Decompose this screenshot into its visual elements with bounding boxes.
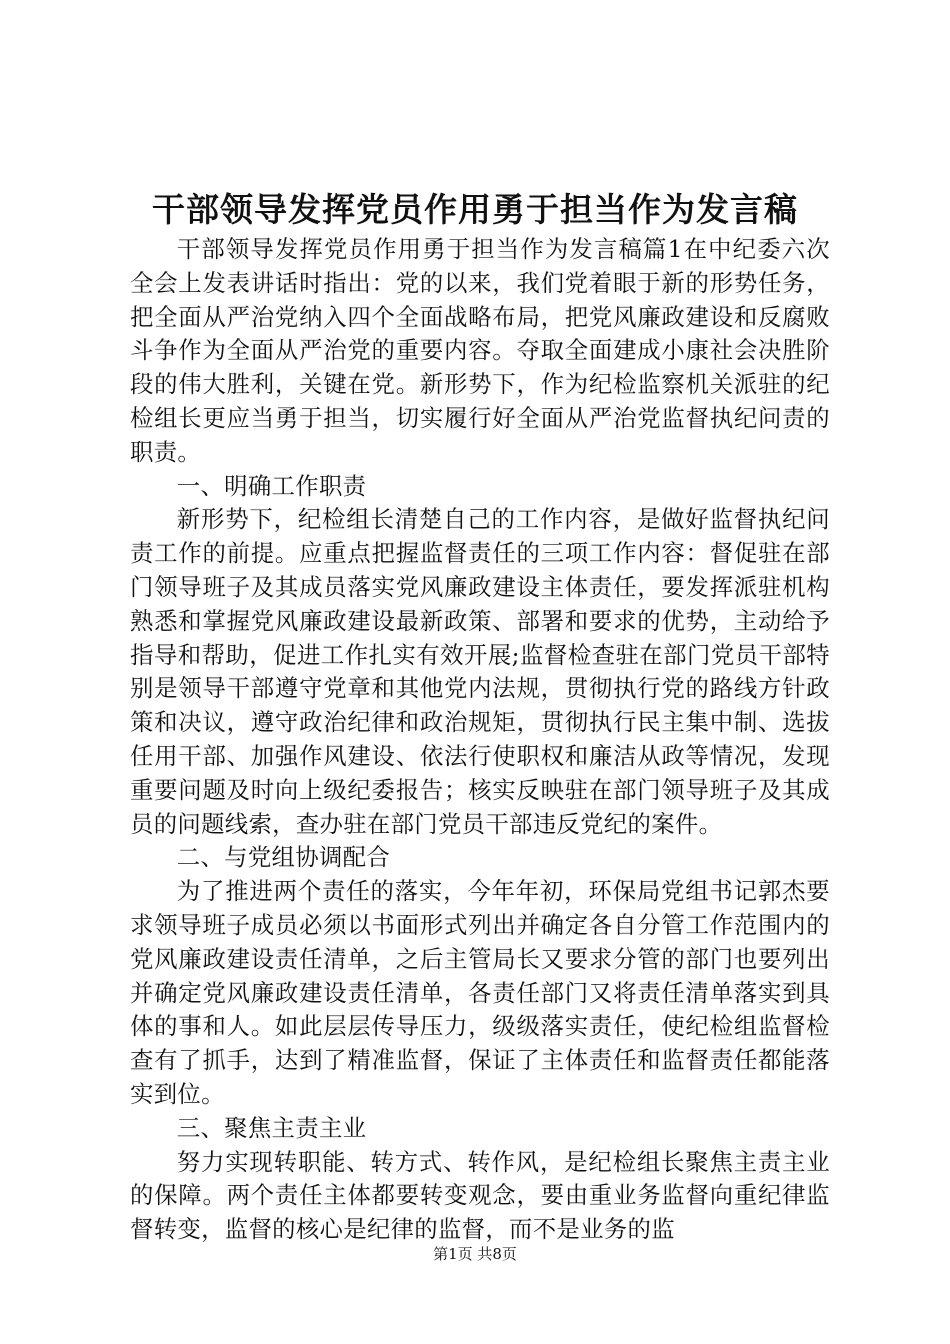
- section-paragraph-2: 为了推进两个责任的落实，今年年初，环保局党组书记郭杰要求领导班子成员必须以书面形式列出并确定各自分管工作范围内的党风廉政建设责任清单，之后主管局长又要求分管的部门也要列出并确定党风廉政建设责任清单，各责任部门又将责任清单落实到具体的事和人。如此层层传导压力，级级落实责任，使纪检组监督检查有了抓手，达到了精准监督，保证了主体责任和监督责任都能落实到位。: [130, 877, 830, 1108]
- section-paragraph-1: 新形势下，纪检组长清楚自己的工作内容，是做好监督执纪问责工作的前提。应重点把握监督责任的三项工作内容：督促驻在部门领导班子及其成员落实党风廉政建设主体责任，要发挥派驻机构熟悉和掌握党风廉政建设最新政策、部署和要求的优势，主动给予指导和帮助，促进工作扎实有效开展;监督检查驻在部门党员干部特别是领导干部遵守党章和其他党内法规，贯彻执行党的路线方针政策和决议，遵守政治纪律和政治规矩，贯彻执行民主集中制、选拔任用干部、加强作风建设、依法行使职权和廉洁从政等情况，发现重要问题及时向上级纪委报告；核实反映驻在部门领导班子及其成员的问题线索，查办驻在部门党员干部违反党纪的案件。: [130, 505, 830, 838]
- document-body: [130, 233, 830, 1247]
- page-footer: 第1页 共8页: [433, 1245, 517, 1263]
- section-heading-1: 一、明确工作职责: [176, 471, 367, 500]
- section-paragraph-3: 努力实现转职能、转方式、转作风，是纪检组长聚焦主责主业的保障。两个责任主体都要转变观念，要由重业务监督向重纪律监督转变，监督的核心是纪律的监督，而不是业务的监: [130, 1147, 830, 1244]
- document-title: 干部领导发挥党员作用勇于担当作为发言稿: [152, 190, 798, 229]
- section-heading-3: 三、聚焦主责主业: [176, 1113, 367, 1142]
- section-heading-2: 二、与党组协调配合: [176, 843, 391, 872]
- intro-paragraph: 干部领导发挥党员作用勇于担当作为发言稿篇1在中纪委六次全会上发表讲话时指出：党的以来，我们党着眼于新的形势任务，把全面从严治党纳入四个全面战略布局，把党风廉政建设和反腐败斗争作为全面从严治党的重要内容。夺取全面建成小康社会决胜阶段的伟大胜利，关键在党。新形势下，作为纪检监察机关派驻的纪检组长更应当勇于担当，切实履行好全面从严治党监督执纪问责的职责。: [130, 235, 830, 466]
